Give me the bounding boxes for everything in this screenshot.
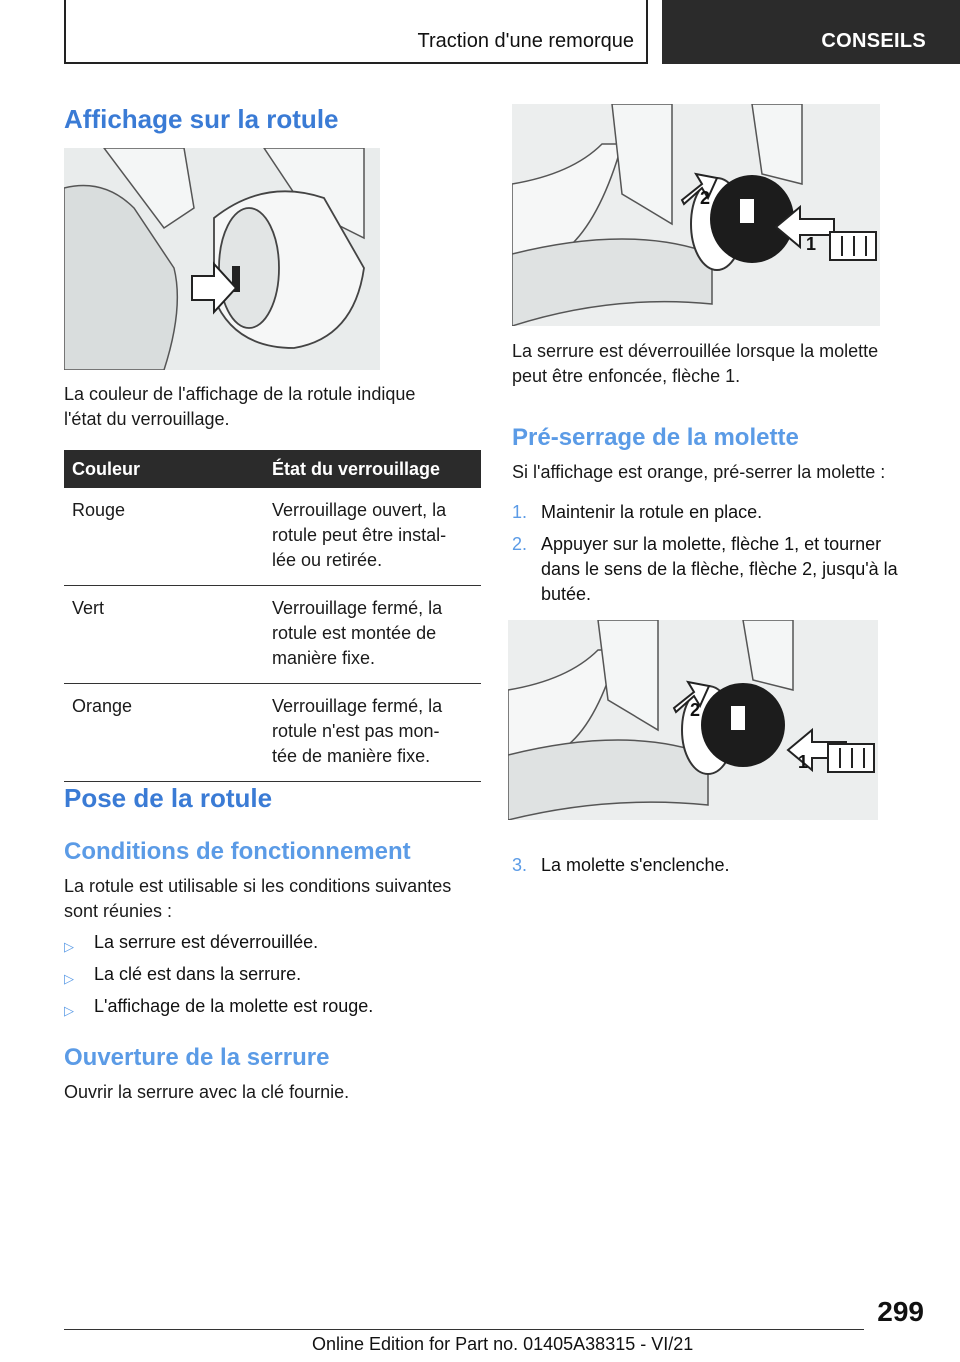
section-title-affichage: Affichage sur la rotule bbox=[64, 104, 339, 134]
subsection-title-preserrage: Pré-serrage de la molette bbox=[512, 424, 799, 451]
preserrage-text: Si l'affichage est orange, pré-serrer la molette : bbox=[512, 462, 886, 482]
edition-text: Online Edition for Part no. 01405A38315 - VI/21 bbox=[312, 1334, 694, 1354]
section-tab[interactable] bbox=[662, 0, 960, 64]
state-line: tée de manière fixe. bbox=[272, 746, 431, 766]
list-item-text: La serrure est déverrouillée. bbox=[94, 932, 319, 952]
list-item bbox=[512, 853, 932, 878]
conditions-line-1: La rotule est utilisable si les conditions suivantes bbox=[64, 876, 452, 896]
list-item bbox=[64, 930, 484, 955]
table-cell-state bbox=[264, 684, 481, 782]
list-item-text: La clé est dans la serrure. bbox=[94, 964, 302, 984]
table-cell-color: Orange bbox=[64, 684, 264, 782]
column-header-color: Couleur bbox=[64, 450, 264, 488]
chapter-title: Traction d'une remorque bbox=[417, 30, 634, 52]
figure-knob-turn bbox=[508, 620, 878, 820]
table-header-row bbox=[64, 450, 481, 488]
step-number: 3. bbox=[512, 855, 528, 875]
arrow-label-2: 2 bbox=[700, 188, 711, 208]
arrow-label-1: 1 bbox=[798, 752, 809, 772]
table-row bbox=[64, 488, 481, 586]
list-item bbox=[64, 962, 484, 987]
step-text: dans le sens de la flèche, flèche 2, jusqu'à la bbox=[541, 559, 898, 579]
table-cell-color: Rouge bbox=[64, 488, 264, 586]
intro-line-2: l'état du verrouillage. bbox=[64, 409, 230, 429]
table-cell-color: Vert bbox=[64, 586, 264, 684]
state-line: rotule est montée de bbox=[272, 623, 437, 643]
bullet-triangle-icon: ▷ bbox=[64, 1003, 74, 1018]
figure-knob-press bbox=[512, 104, 880, 326]
ouverture-text: Ouvrir la serrure avec la clé fournie. bbox=[64, 1082, 350, 1102]
intro-text bbox=[64, 382, 484, 432]
page-number: 299 bbox=[877, 1296, 924, 1327]
subsection-title-conditions: Conditions de fonctionnement bbox=[64, 838, 411, 865]
knob-press-illustration bbox=[512, 104, 880, 326]
arrow-label-1: 1 bbox=[806, 234, 817, 254]
section-title-pose: Pose de la rotule bbox=[64, 783, 273, 813]
subsection-title-ouverture: Ouverture de la serrure bbox=[64, 1044, 330, 1071]
ball-head-illustration bbox=[64, 148, 380, 370]
section-tab-label: CONSEILS bbox=[821, 30, 926, 52]
lock-status-table bbox=[64, 450, 481, 782]
table-row bbox=[64, 684, 481, 782]
step-text: butée. bbox=[541, 584, 592, 604]
knob-caption bbox=[512, 339, 932, 389]
bullet-triangle-icon: ▷ bbox=[64, 939, 74, 954]
table-row bbox=[64, 586, 481, 684]
state-line: Verrouillage ouvert, la bbox=[272, 500, 447, 520]
table-cell-state bbox=[264, 586, 481, 684]
state-line: Verrouillage fermé, la bbox=[272, 598, 443, 618]
bullet-triangle-icon: ▷ bbox=[64, 971, 74, 986]
step-number: 2. bbox=[512, 534, 528, 554]
step-text: Maintenir la rotule en place. bbox=[541, 502, 763, 522]
table-cell-state bbox=[264, 488, 481, 586]
state-line: manière fixe. bbox=[272, 648, 376, 668]
step-text: La molette s'enclenche. bbox=[541, 855, 730, 875]
state-line: rotule peut être instal- bbox=[272, 525, 447, 545]
footer-divider bbox=[64, 1329, 864, 1330]
step-text: Appuyer sur la molette, flèche 1, et tourner bbox=[541, 534, 882, 554]
knob-turn-illustration bbox=[508, 620, 878, 820]
state-line: rotule n'est pas mon- bbox=[272, 721, 440, 741]
figure-ball-head-indicator bbox=[64, 148, 380, 370]
list-item bbox=[512, 500, 932, 525]
intro-line-1: La couleur de l'affichage de la rotule indique bbox=[64, 384, 416, 404]
list-item-text: L'affichage de la molette est rouge. bbox=[94, 996, 374, 1016]
state-line: Verrouillage fermé, la bbox=[272, 696, 443, 716]
list-item bbox=[64, 994, 484, 1019]
step-number: 1. bbox=[512, 502, 528, 522]
conditions-line-2: sont réunies : bbox=[64, 901, 173, 921]
state-line: lée ou retirée. bbox=[272, 550, 383, 570]
caption-line-2: peut être enfoncée, flèche 1. bbox=[512, 366, 741, 386]
column-header-state: État du verrouillage bbox=[264, 450, 481, 488]
list-item bbox=[512, 532, 932, 607]
arrow-label-2: 2 bbox=[690, 700, 701, 720]
caption-line-1: La serrure est déverrouillée lorsque la molette bbox=[512, 341, 879, 361]
conditions-text bbox=[64, 874, 484, 924]
